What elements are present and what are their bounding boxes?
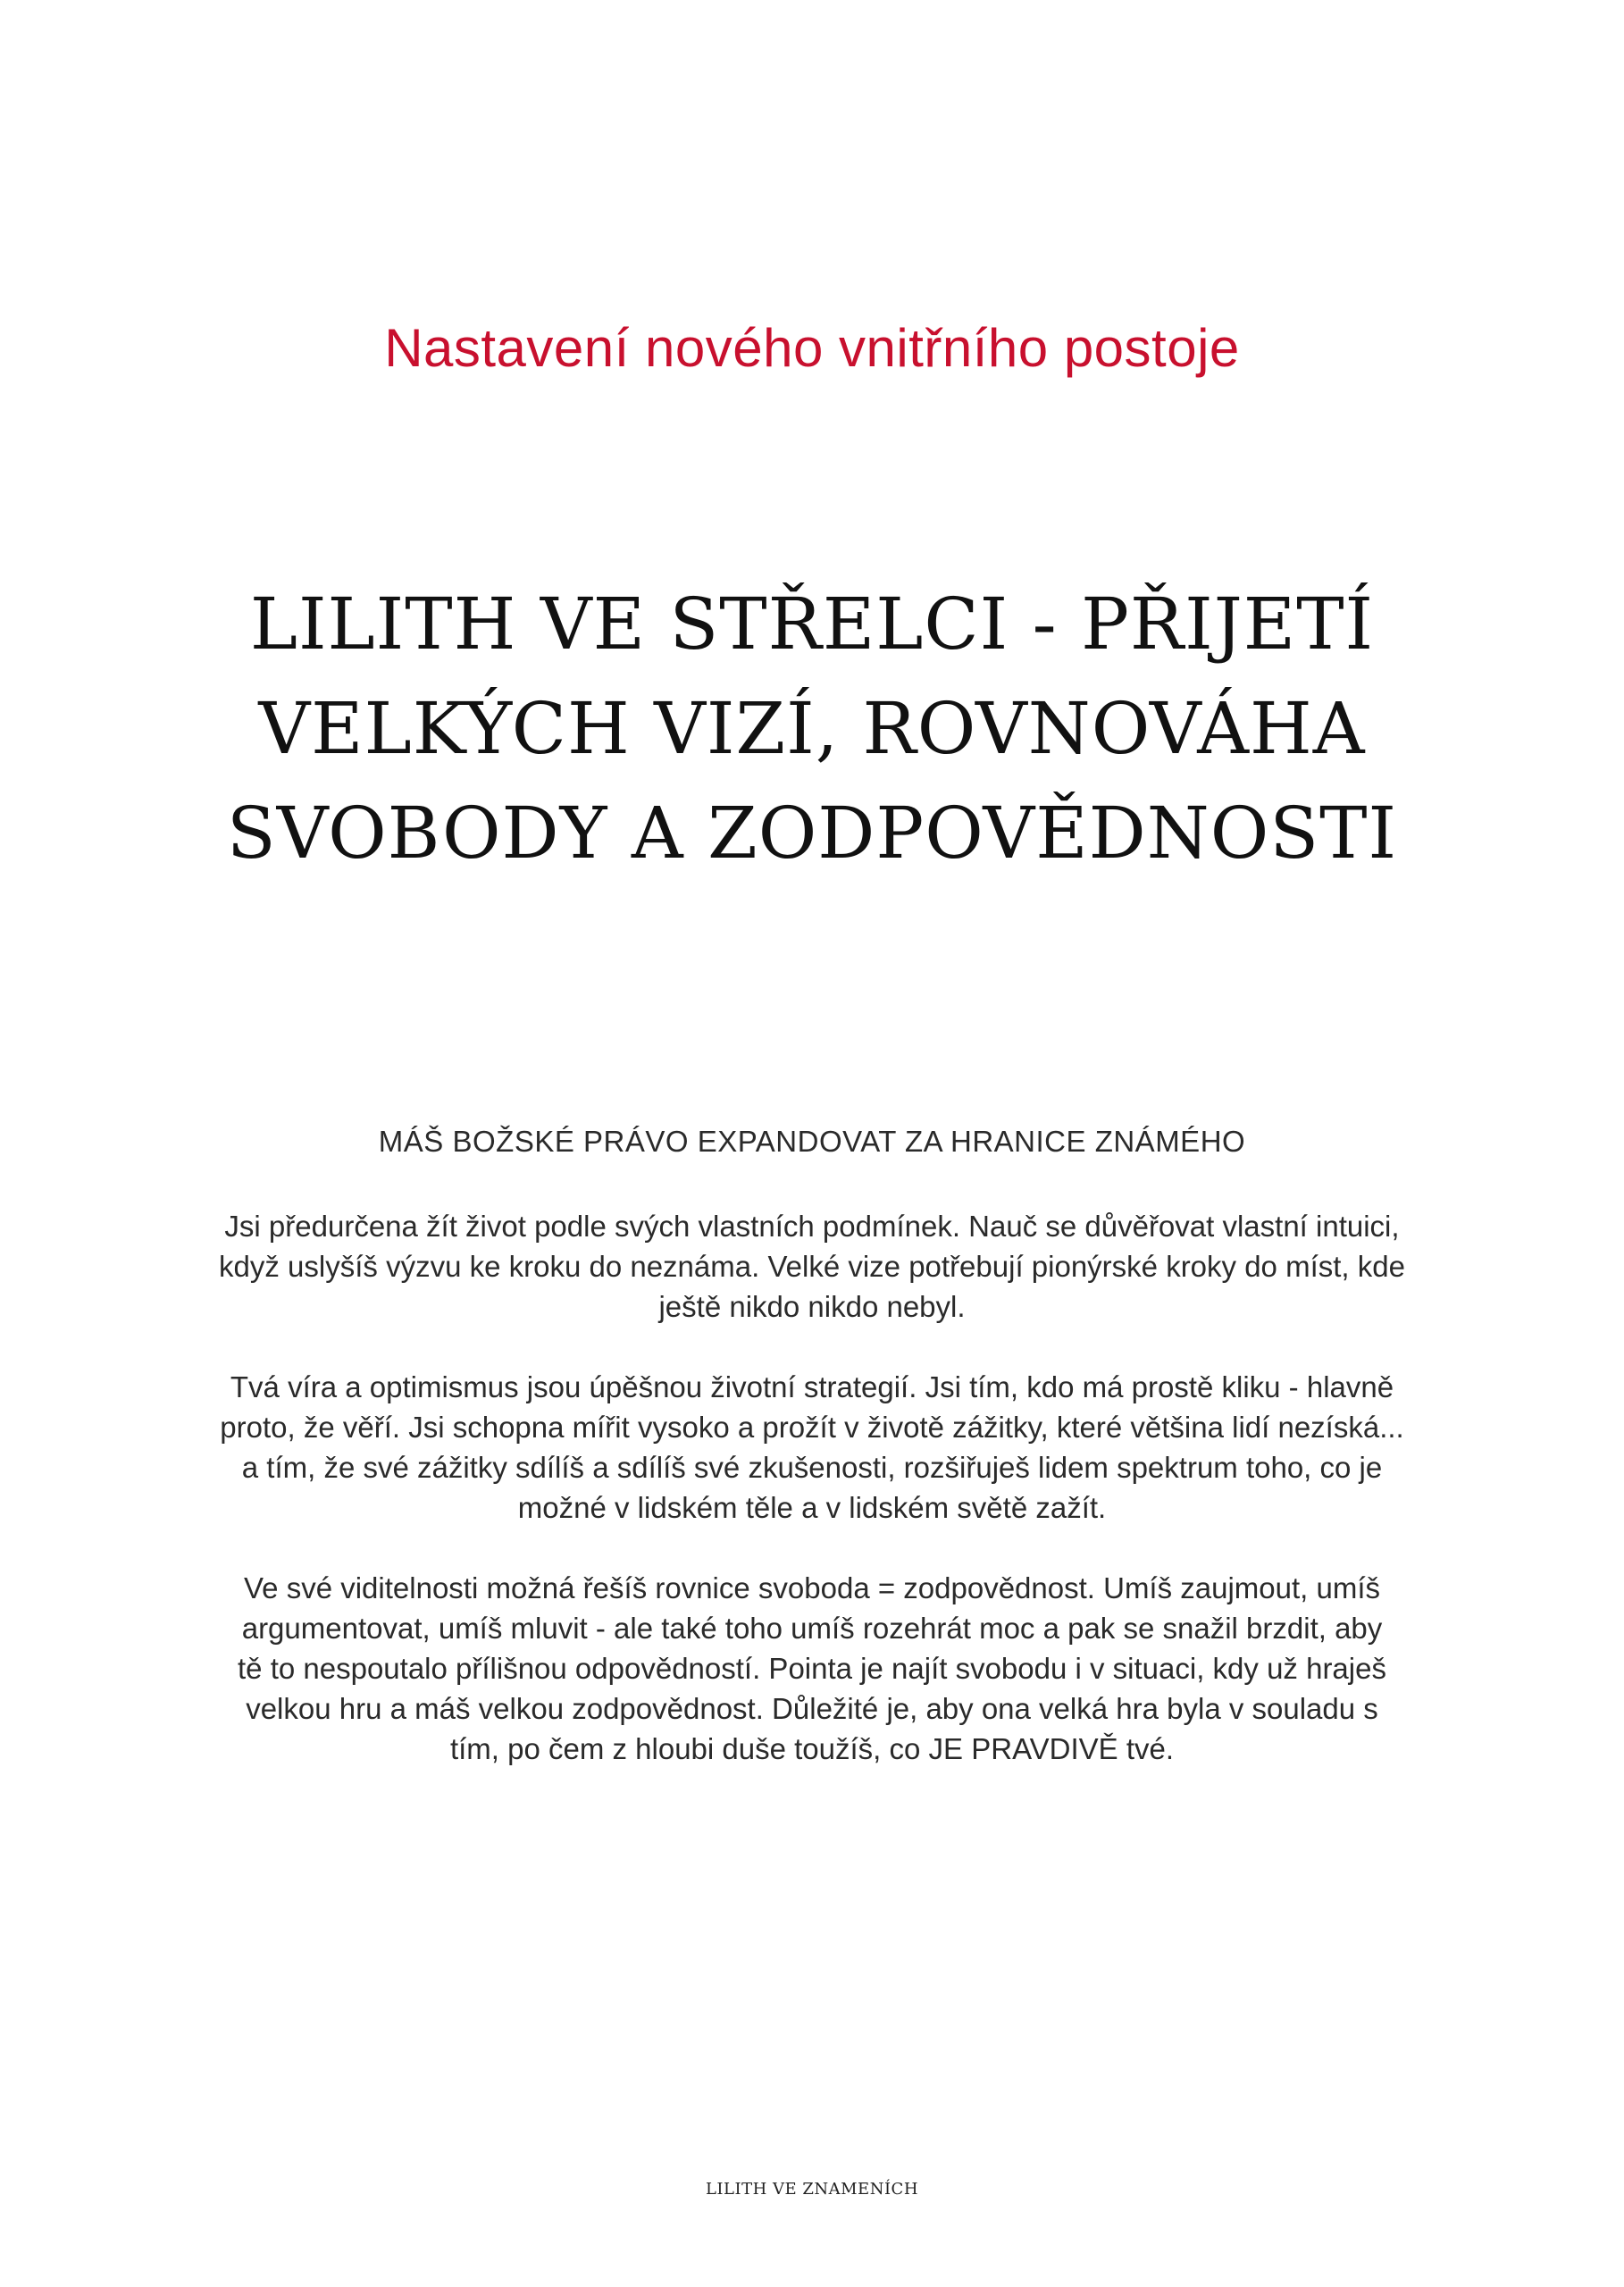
paragraph-line: když uslyšíš výzvu ke kroku do neznáma. Velké vize potřebují pionýrské kroky do míst, kde [219,1250,1405,1283]
paragraph-line: Tvá víra a optimismus jsou úpěšnou životní strategií. Jsi tím, kdo má prostě kliku - hlavně [230,1370,1394,1403]
page-footer: LILITH VE ZNAMENÍCH [705,2180,919,2199]
paragraph-line: a tím, že své zážitky sdílíš a sdílíš své zkušenosti, rozšiřuješ lidem spektrum toho, co je [241,1451,1383,1484]
paragraph-line: Jsi předurčena žít život podle svých vlastních podmínek. Nauč se důvěřovat vlastní intuici, [224,1210,1400,1243]
paragraph-1 [89,1206,1535,1327]
paragraph-line: možné v lidském těle a v lidském světě zažít. [517,1491,1107,1524]
paragraph-line: argumentovat, umíš mluvit - ale také toho umíš rozehrát moc a pak se snažil brzdit, aby [241,1612,1383,1645]
page-subtitle: Nastavení nového vnitřního postoje [384,318,1240,378]
paragraph-line: tě to nespoutalo přílišnou odpovědností. Pointa je najít svobodu i v situaci, kdy už hraješ [238,1652,1386,1685]
paragraph-line: Ve své viditelnosti možná řešíš rovnice svoboda = zodpovědnost. Umíš zaujmout, umíš [243,1571,1381,1604]
title-line: LILITH VE STŘELCI - PŘIJETÍ [249,582,1375,666]
section-heading: MÁŠ BOŽSKÉ PRÁVO EXPANDOVAT ZA HRANICE ZNÁMÉHO [378,1125,1246,1158]
title-line: SVOBODY A ZODPOVĚDNOSTI [226,792,1398,875]
paragraph-line: tím, po čem z hloubi duše toužíš, co JE PRAVDIVĚ tvé. [449,1732,1175,1765]
page-title [0,572,1624,885]
paragraph-line: proto, že věří. Jsi schopna mířit vysoko a prožít v životě zážitky, které většina lidí nezíská... [220,1411,1404,1444]
paragraph-2 [89,1367,1535,1528]
paragraph-line: ještě nikdo nikdo nebyl. [658,1290,966,1323]
title-line: VELKÝCH VIZÍ, ROVNOVÁHA [258,687,1366,770]
body-text [89,1121,1535,1809]
paragraph-line: velkou hru a máš velkou zodpovědnost. Důležité je, aby ona velká hra byla v souladu s [246,1692,1378,1725]
paragraph-3 [89,1568,1535,1769]
